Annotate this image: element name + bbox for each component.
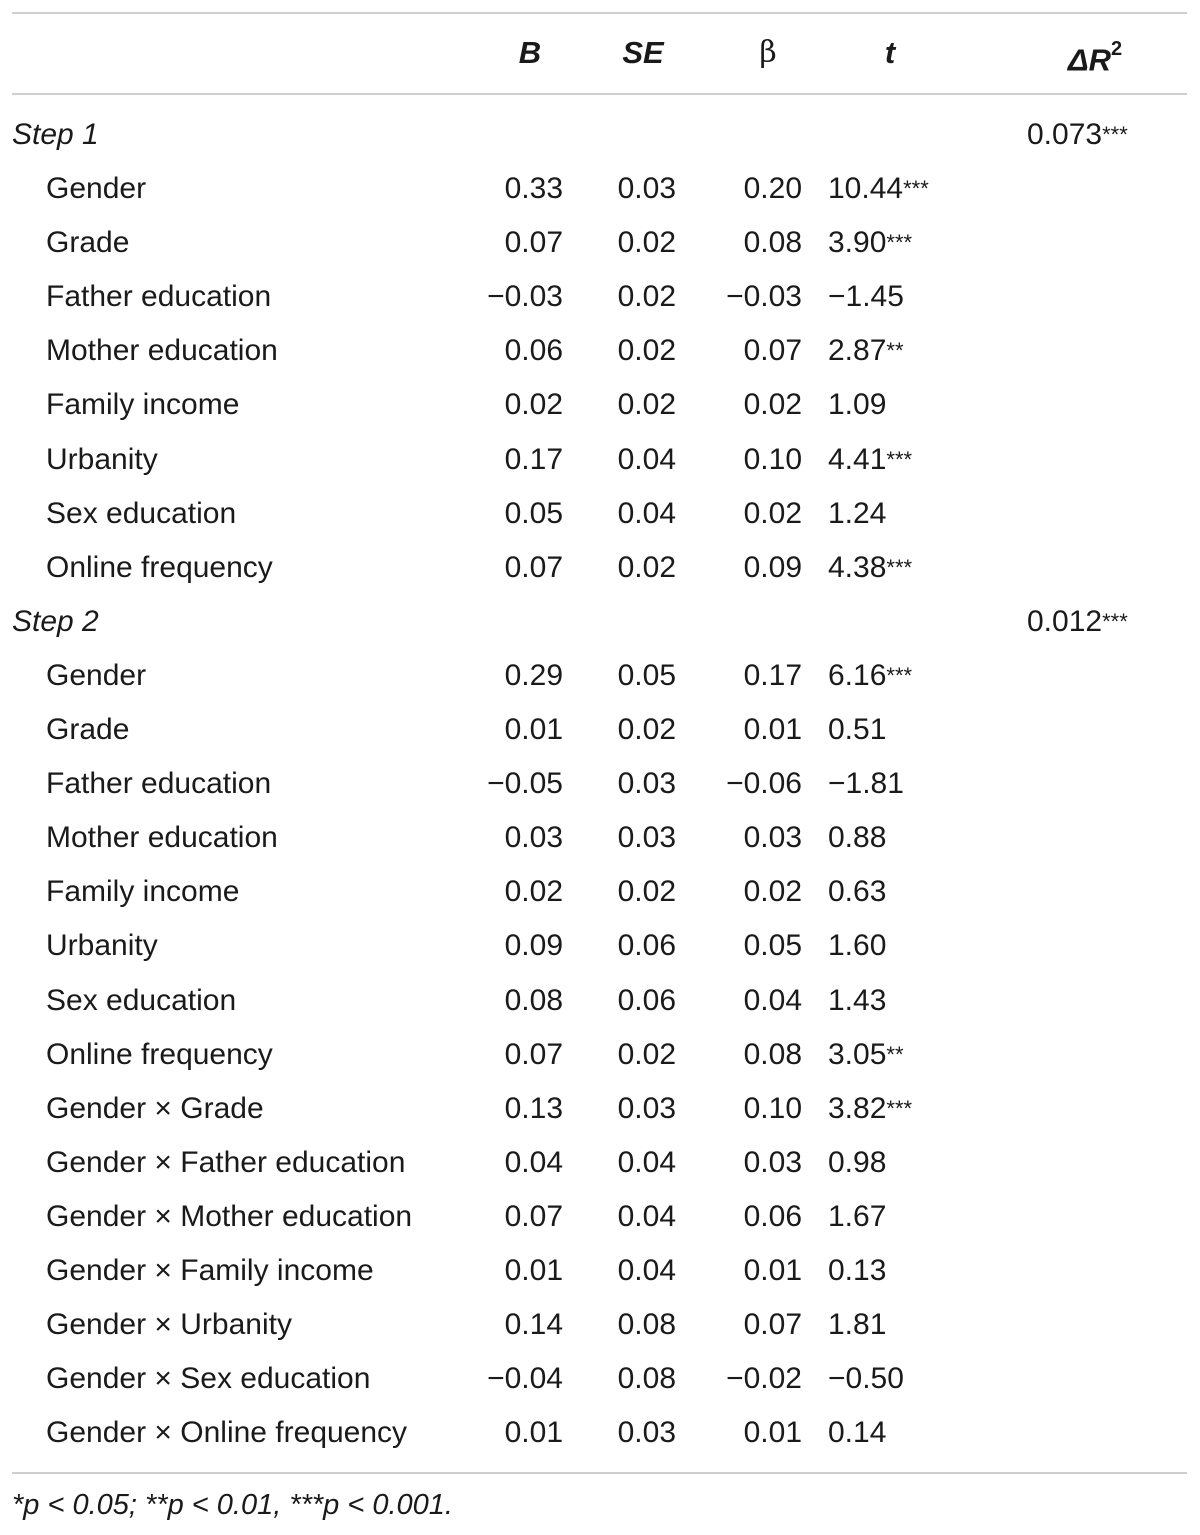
se-value: 0.06 — [617, 929, 676, 963]
beta-value: 0.03 — [743, 821, 802, 855]
header-delta-r-squared — [1030, 30, 1160, 76]
significance-stars: *** — [903, 176, 929, 202]
b-value: 0.02 — [504, 875, 563, 909]
t-value: 10.44 — [828, 172, 904, 206]
t-cell — [828, 487, 886, 541]
row-label: Step 1 — [12, 118, 99, 151]
t-cell — [828, 216, 913, 270]
beta-value: 0.10 — [743, 442, 802, 476]
significance-stars: *** — [886, 446, 913, 472]
se-value: 0.02 — [617, 713, 676, 747]
significance-stars: *** — [886, 1095, 913, 1121]
table-row — [0, 216, 1200, 270]
t-value: 6.16 — [828, 658, 887, 692]
t-value: 3.90 — [828, 226, 887, 260]
table-row — [0, 1190, 1200, 1244]
table-row — [0, 1136, 1200, 1190]
row-label: Father education — [46, 280, 272, 314]
table-footnote: *p < 0.05; **p < 0.01, ***p < 0.001. — [12, 1489, 453, 1521]
se-value: 0.02 — [617, 550, 676, 584]
t-cell — [828, 162, 929, 216]
beta-value: −0.06 — [726, 767, 802, 801]
b-value: 0.05 — [504, 496, 563, 530]
b-value: 0.07 — [504, 1199, 563, 1233]
t-value: 4.38 — [828, 550, 887, 584]
t-cell — [828, 649, 913, 703]
t-value: 0.88 — [828, 821, 887, 855]
row-label: Gender × Grade — [46, 1091, 264, 1125]
t-cell — [828, 865, 886, 919]
row-label: Online frequency — [46, 550, 273, 584]
b-value: 0.08 — [504, 983, 563, 1017]
beta-value: 0.02 — [743, 388, 802, 422]
b-value: 0.14 — [504, 1308, 563, 1342]
table-row — [0, 162, 1200, 216]
beta-value: 0.09 — [743, 550, 802, 584]
se-value: 0.03 — [617, 1416, 676, 1450]
beta-value: 0.08 — [743, 1037, 802, 1071]
header-se: SE — [622, 35, 664, 70]
se-value: 0.03 — [617, 1091, 676, 1125]
t-value: 3.05 — [828, 1037, 887, 1071]
row-label: Gender × Online frequency — [46, 1416, 408, 1450]
beta-value: 0.08 — [743, 226, 802, 260]
row-label: Urbanity — [46, 929, 158, 963]
beta-value: 0.17 — [743, 658, 802, 692]
t-cell — [828, 974, 886, 1028]
step-header-row — [0, 108, 1200, 162]
beta-value: −0.03 — [726, 280, 802, 314]
beta-value: 0.02 — [743, 496, 802, 530]
t-value: 2.87 — [828, 334, 887, 368]
significance-stars: *** — [886, 230, 913, 256]
t-value: 4.41 — [828, 442, 887, 476]
t-cell — [828, 811, 886, 865]
se-value: 0.03 — [617, 172, 676, 206]
table-body — [0, 108, 1200, 1460]
header-delta-r-text: ΔR — [1067, 42, 1112, 78]
b-value: −0.05 — [487, 767, 563, 801]
t-cell — [828, 324, 904, 378]
b-value: 0.09 — [504, 929, 563, 963]
row-label: Family income — [46, 388, 240, 422]
t-value: 0.13 — [828, 1253, 887, 1287]
se-value: 0.04 — [617, 442, 676, 476]
t-value: 1.43 — [828, 983, 887, 1017]
table-row — [0, 974, 1200, 1028]
row-label: Online frequency — [46, 1037, 273, 1071]
beta-value: 0.03 — [743, 1145, 802, 1179]
beta-value: 0.01 — [743, 1416, 802, 1450]
table-row — [0, 649, 1200, 703]
significance-stars: *** — [886, 554, 913, 580]
table-row — [0, 378, 1200, 432]
beta-value: 0.02 — [743, 875, 802, 909]
t-cell — [828, 1406, 886, 1460]
row-label: Step 2 — [12, 604, 99, 638]
header-beta: β — [759, 35, 777, 70]
row-label: Grade — [46, 713, 130, 747]
se-value: 0.05 — [617, 658, 676, 692]
table-top-rule — [12, 12, 1187, 14]
se-value: 0.02 — [617, 226, 676, 260]
t-value: 1.24 — [828, 496, 887, 530]
b-value: 0.04 — [504, 1145, 563, 1179]
se-value: 0.04 — [617, 1145, 676, 1179]
table-row — [0, 1406, 1200, 1460]
table-row — [0, 270, 1200, 324]
b-value: 0.01 — [504, 713, 563, 747]
b-value: 0.07 — [504, 550, 563, 584]
delta-r-squared-value: 0.012 — [1027, 604, 1103, 638]
row-label: Mother education — [46, 821, 278, 855]
t-cell — [828, 757, 904, 811]
table-row — [0, 757, 1200, 811]
se-value: 0.06 — [617, 983, 676, 1017]
se-value: 0.02 — [617, 334, 676, 368]
t-cell — [828, 1136, 886, 1190]
step-header-row — [0, 595, 1200, 649]
row-label: Gender — [46, 658, 147, 692]
t-value: 0.14 — [828, 1416, 887, 1450]
table-row — [0, 1352, 1200, 1406]
table-row — [0, 865, 1200, 919]
table-bottom-rule — [12, 1472, 1187, 1474]
b-value: −0.04 — [487, 1362, 563, 1396]
t-value: 0.98 — [828, 1145, 887, 1179]
table-row — [0, 487, 1200, 541]
significance-stars: *** — [1102, 122, 1128, 147]
b-value: 0.17 — [504, 442, 563, 476]
t-cell — [828, 1298, 886, 1352]
table-row — [0, 1082, 1200, 1136]
se-value: 0.08 — [617, 1362, 676, 1396]
table-row — [0, 1298, 1200, 1352]
row-label: Gender × Family income — [46, 1253, 374, 1287]
row-label: Gender — [46, 172, 147, 206]
significance-stars: *** — [1102, 608, 1128, 634]
delta-r-squared-cell — [1027, 108, 1128, 162]
b-value: 0.13 — [504, 1091, 563, 1125]
row-label: Sex education — [46, 496, 237, 530]
b-value: 0.01 — [504, 1253, 563, 1287]
table-row — [0, 1028, 1200, 1082]
t-cell — [828, 433, 913, 487]
delta-r-squared-value: 0.073 — [1027, 118, 1103, 151]
header-bottom-rule — [12, 93, 1187, 95]
header-t: t — [884, 35, 896, 70]
t-value: 0.63 — [828, 875, 887, 909]
t-value: −0.50 — [828, 1362, 904, 1396]
beta-value: 0.04 — [743, 983, 802, 1017]
beta-value: 0.07 — [743, 1308, 802, 1342]
t-value: 1.67 — [828, 1199, 887, 1233]
t-cell — [828, 270, 904, 324]
se-value: 0.02 — [617, 875, 676, 909]
b-value: 0.29 — [504, 658, 563, 692]
t-cell — [828, 1190, 886, 1244]
significance-stars: ** — [886, 1041, 904, 1067]
row-label: Father education — [46, 767, 272, 801]
b-value: 0.03 — [504, 821, 563, 855]
se-value: 0.02 — [617, 1037, 676, 1071]
table-row — [0, 324, 1200, 378]
delta-r-squared-cell — [1027, 595, 1128, 649]
row-label: Gender × Father education — [46, 1145, 406, 1179]
t-cell — [828, 703, 886, 757]
se-value: 0.04 — [617, 496, 676, 530]
beta-value: 0.07 — [743, 334, 802, 368]
b-value: 0.07 — [504, 226, 563, 260]
t-value: 0.51 — [828, 713, 887, 747]
b-value: 0.02 — [504, 388, 563, 422]
table-row — [0, 541, 1200, 595]
row-label: Gender × Urbanity — [46, 1308, 292, 1342]
se-value: 0.02 — [617, 388, 676, 422]
t-cell — [828, 1082, 913, 1136]
table-row — [0, 811, 1200, 865]
row-label: Family income — [46, 875, 240, 909]
row-label: Grade — [46, 226, 130, 260]
row-label: Gender × Sex education — [46, 1362, 371, 1396]
b-value: 0.33 — [504, 172, 563, 206]
significance-stars: *** — [886, 662, 913, 688]
t-cell — [828, 1352, 904, 1406]
se-value: 0.02 — [617, 280, 676, 314]
t-cell — [828, 919, 886, 973]
table-row — [0, 433, 1200, 487]
t-value: 1.81 — [828, 1308, 887, 1342]
t-cell — [828, 1244, 886, 1298]
row-label: Mother education — [46, 334, 278, 368]
b-value: 0.06 — [504, 334, 563, 368]
t-cell — [828, 541, 913, 595]
t-value: −1.45 — [828, 280, 904, 314]
table-row — [0, 703, 1200, 757]
se-value: 0.04 — [617, 1253, 676, 1287]
t-cell — [828, 378, 886, 432]
row-label: Sex education — [46, 983, 237, 1017]
t-cell — [828, 1028, 904, 1082]
beta-value: 0.10 — [743, 1091, 802, 1125]
beta-value: 0.20 — [743, 172, 802, 206]
se-value: 0.08 — [617, 1308, 676, 1342]
beta-value: 0.05 — [743, 929, 802, 963]
b-value: 0.07 — [504, 1037, 563, 1071]
significance-stars: ** — [886, 338, 904, 364]
beta-value: 0.01 — [743, 713, 802, 747]
header-b: B — [518, 35, 542, 70]
beta-value: 0.06 — [743, 1199, 802, 1233]
row-label: Gender × Mother education — [46, 1199, 413, 1233]
t-value: 1.60 — [828, 929, 887, 963]
t-value: 3.82 — [828, 1091, 887, 1125]
header-delta-r-superscript: 2 — [1111, 38, 1123, 60]
t-value: 1.09 — [828, 388, 887, 422]
table-row — [0, 1244, 1200, 1298]
b-value: −0.03 — [487, 280, 563, 314]
t-value: −1.81 — [828, 767, 904, 801]
se-value: 0.04 — [617, 1199, 676, 1233]
beta-value: −0.02 — [726, 1362, 802, 1396]
se-value: 0.03 — [617, 767, 676, 801]
row-label: Urbanity — [46, 442, 158, 476]
table-row — [0, 919, 1200, 973]
se-value: 0.03 — [617, 821, 676, 855]
beta-value: 0.01 — [743, 1253, 802, 1287]
b-value: 0.01 — [504, 1416, 563, 1450]
